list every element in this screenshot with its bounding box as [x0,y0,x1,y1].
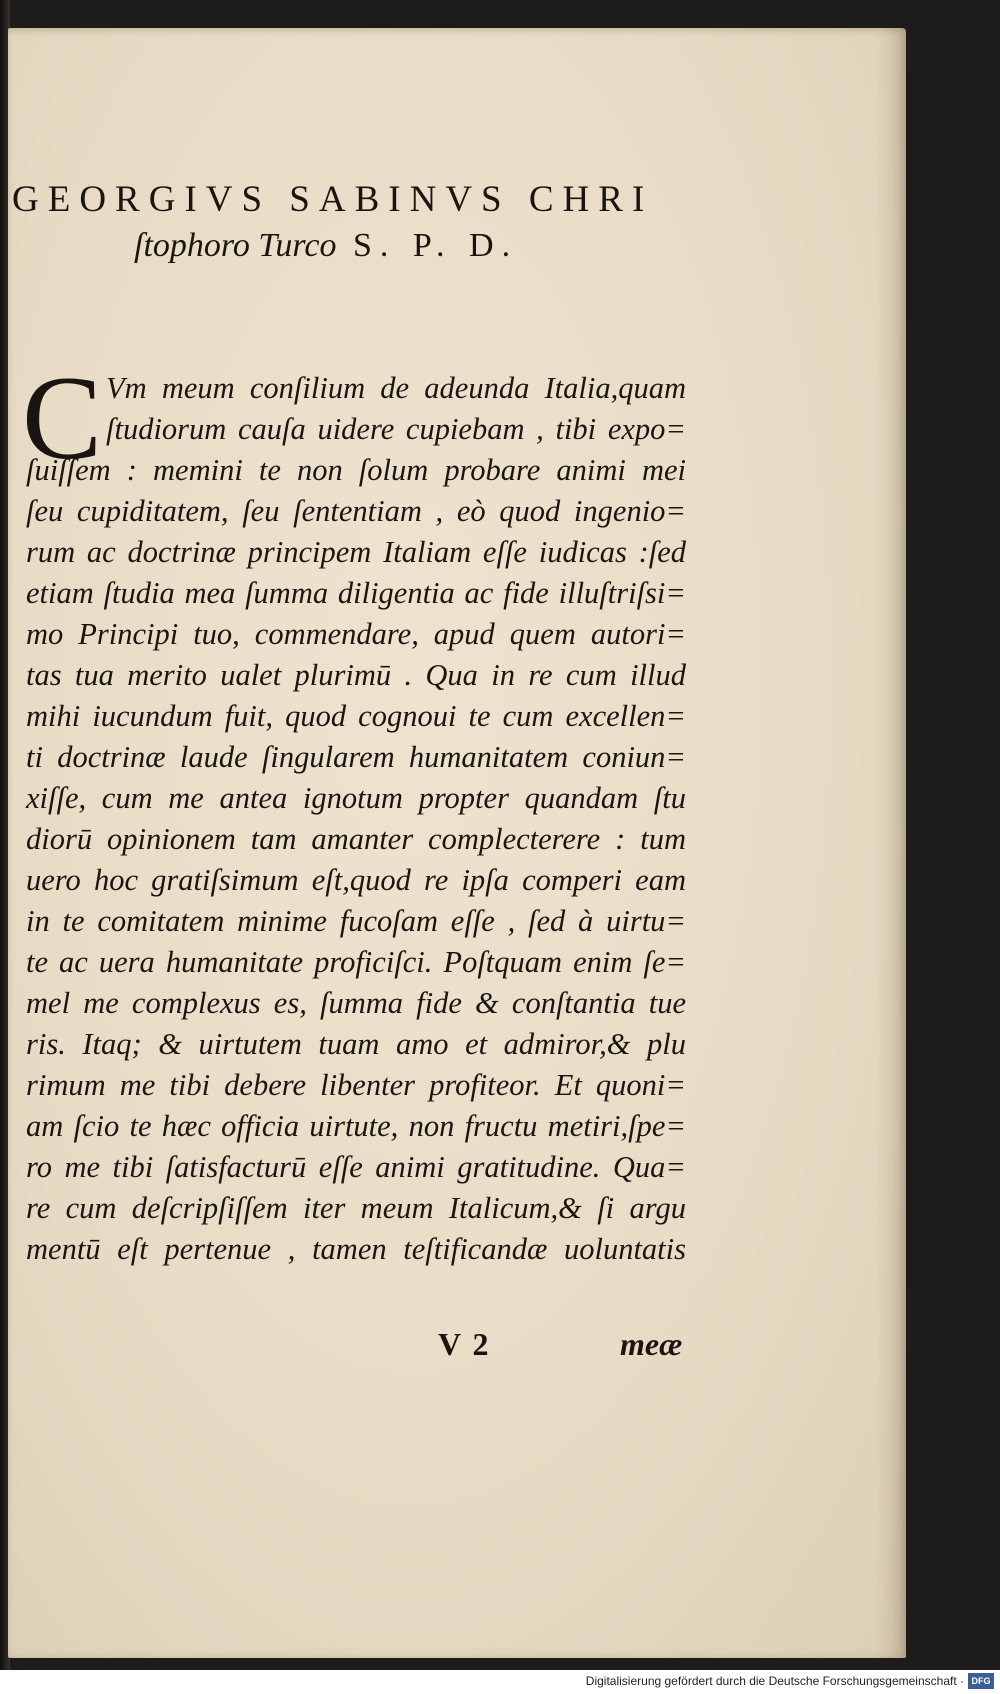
heading-line-1: GEORGIVS SABINVS CHRI [12,179,654,220]
text-line: xiſſe, cum me antea ignotum propter quandam ſtu [26,781,686,815]
text-line: Vm meum conſilium de adeunda Italia,quam [106,371,686,405]
text-line: in te comitatem minime fucoſam eſſe , ſed à uirtu= [26,904,686,938]
text-line: rum ac doctrinæ principem Italiam eſſe iudicas :ſed [26,535,686,569]
footer-bar [0,1670,1000,1694]
text-line: re cum deſcripſiſſem iter meum Italicum,& ſi argu [26,1191,686,1225]
heading-salutation: S. P. D. [336,227,519,264]
text-line: tas tua merito ualet plurimū . Qua in re cum illud [26,658,686,692]
text-line: ſtudiorum cauſa uidere cupiebam , tibi expo= [106,412,686,446]
text-line: mentū eſt pertenue , tamen teſtificandæ uoluntatis [26,1232,686,1266]
text-line: mo Principi tuo, commendare, apud quem autori= [26,617,686,651]
book-page [8,28,906,1658]
heading-recipient: ſtophoro Turco [134,227,337,264]
signature-mark: V 2 [438,1326,491,1362]
text-line: ro me tibi ſatisfacturū eſſe animi gratitudine. Qua= [26,1150,686,1184]
funding-credit: Digitalisierung gefördert durch die Deutsche Forschungsgemeinschaft · [585,1674,964,1688]
drop-cap: C [22,351,103,484]
text-line: diorū opinionem tam amanter complecterere : tum [26,822,686,856]
letter-heading [12,178,653,265]
dfg-logo: DFG [968,1673,994,1689]
letter-body [26,368,686,1270]
page-shade [876,28,906,1658]
text-line: mel me complexus es, ſumma fide & conſtantia tue [26,986,686,1020]
text-line: uero hoc gratiſsimum eſt,quod re ipſa comperi eam [26,863,686,897]
text-line: ſeu cupiditatem, ſeu ſententiam , eò quod ingenio= [26,494,686,528]
text-line: am ſcio te hæc officia uirtute, non fructu metiri,ſpe= [26,1109,686,1143]
text-line: ris. Itaq; & uirtutem tuam amo et admiror,& plu [26,1027,686,1061]
text-line: te ac uera humanitate proficiſci. Poſtquam enim ſe= [26,945,686,979]
catchword: meæ [620,1326,683,1362]
text-line: mihi iucundum fuit, quod cognoui te cum excellen= [26,699,686,733]
text-line: ſuiſſem : memini te non ſolum probare animi mei [26,453,686,487]
heading-line-2 [134,227,653,265]
text-line: etiam ſtudia mea ſumma diligentia ac fide illuſtriſsi= [26,576,686,610]
text-line: rimum me tibi debere libenter profiteor. Et quoni= [26,1068,686,1102]
text-line: ti doctrinæ laude ſingularem humanitatem coniun= [26,740,686,774]
